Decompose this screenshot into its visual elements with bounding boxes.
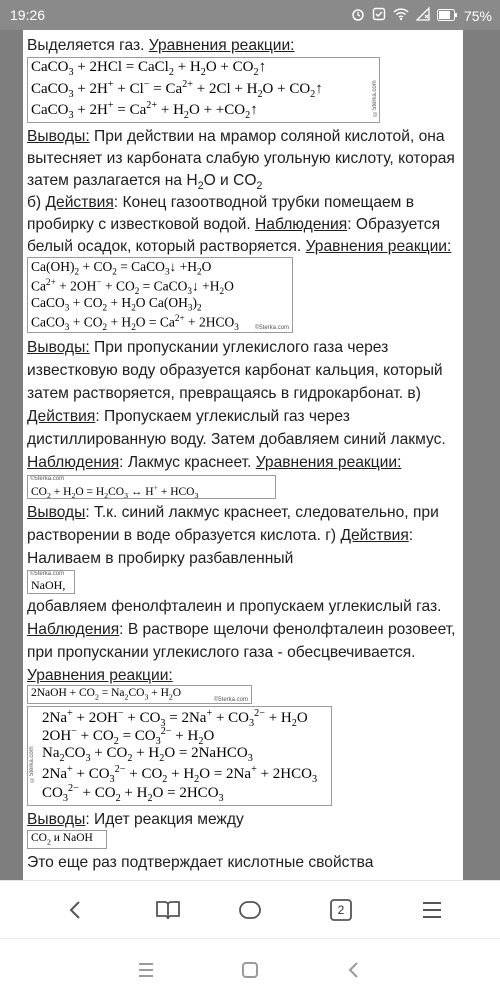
actions-label: Действия (340, 527, 409, 544)
text: : Конец газоотводной трубки помещаем в (113, 194, 415, 211)
equation-line: CaCO$_3$ + $2H^+ + Cl^- = Ca^{2+} + 2Cl + H_2O$ + $CO_2↑$ (31, 79, 323, 100)
text: пробирку с известковой водой. (27, 216, 256, 233)
equation-line: $CO_3^{2-} + CO_2 + H_2O = 2HCO_3$ (42, 783, 224, 804)
equations-heading: Уравнения реакции: (27, 667, 173, 684)
watermark: ©5terka.com (30, 571, 65, 577)
equation-line: $Ca^{2+} + 2OH^- + CO_2$ = CaCO$_3$↓ $+H_2O$ (31, 277, 234, 297)
equation-box-2 (27, 257, 293, 333)
conclusion-1-line-3: затем разлагается на $H_2O$ и $CO_2$ (27, 172, 263, 193)
watermark: ©5terka.com (254, 325, 289, 331)
chevron-left-icon (346, 961, 362, 979)
alarm-icon (351, 7, 365, 24)
conclusion-2-line-2: известковую воду образуется карбонат кальция, который (27, 362, 443, 379)
equation-line: $Ca(OH)_2 + CO_2$ = CaCO$_3$↓ $+H_2O$ (31, 259, 212, 277)
bookmarks-button[interactable] (145, 887, 191, 933)
home-button[interactable] (227, 887, 273, 933)
text-gas: Выделяется газ. (27, 37, 149, 54)
section-c-line-3 (27, 452, 401, 473)
equation-line: NaOH, (31, 578, 66, 592)
tabs-button[interactable] (318, 887, 364, 933)
browser-toolbar (0, 880, 500, 938)
observations-label: Наблюдения (27, 454, 120, 471)
section-b-line-1 (27, 192, 414, 213)
observations-label: Наблюдения (27, 621, 120, 638)
equation-line: 2NaOH + $CO_2 = Na_2CO_3 + H_2O$ (31, 687, 182, 702)
equation-box-1 (27, 57, 380, 123)
conclusion-3-line-1 (27, 502, 439, 523)
conclusion-label: Выводы: (27, 339, 90, 356)
section-d-line-3 (27, 619, 455, 640)
text: : Пропускаем углекислый газ через (95, 408, 350, 425)
battery-icon (437, 8, 457, 24)
equation-box-6 (27, 830, 107, 849)
status-bar (0, 0, 500, 30)
equation-box-4 (27, 685, 252, 704)
equation-box-naoh (27, 570, 75, 594)
text: растворении в воде образуется кислота. г) (27, 527, 341, 544)
left-margin (0, 30, 23, 880)
battery-percent: 75% (463, 7, 492, 24)
equation-line: $CO_2 + H_2O = H_2CO_3$ ↔ $H^+ + HCO_3$ (31, 483, 199, 499)
section-c-line-2: дистиллированную воду. Затем добавляем синий лакмус. (27, 431, 446, 448)
equation-box-5 (27, 706, 332, 806)
equations-heading-2 (27, 665, 173, 686)
text: : В растворе щелочи фенолфталеин розовеет, (119, 621, 456, 638)
system-navigation-bar (0, 938, 500, 999)
conclusion-3-line-2 (27, 525, 413, 546)
watermark: ©5terka.com (30, 476, 65, 482)
paragraph-gas (27, 35, 295, 56)
section-c-line-1 (27, 406, 350, 427)
tab-count: 2 (337, 903, 345, 917)
conclusion-1-line-2: вытесняет из карбоната слабую угольную кислоту, которая (27, 150, 455, 167)
equation-line: CaCO$_3$ + $2H^+ = Ca^{2+} + H_2O$ + $+CO_2↑$ (31, 100, 258, 121)
watermark: ©5terka.com (29, 746, 35, 782)
observations-label: Наблюдения (255, 216, 348, 233)
text: : Образуется (347, 216, 441, 233)
system-back-button[interactable] (331, 947, 377, 993)
conclusion-label: Выводы (27, 811, 86, 828)
conclusion-2-line-3: затем растворяется, превращаясь в гидрокарбонат. в) (27, 385, 421, 402)
recent-apps-button[interactable] (123, 947, 169, 993)
watermark: ©5terka.com (213, 697, 248, 703)
book-icon (155, 899, 181, 921)
back-button[interactable] (53, 887, 99, 933)
text: б) (27, 194, 46, 211)
right-margin (463, 30, 500, 880)
equation-line: $2Na^+ + CO_3^{2-} + CO_2 + H_2O = 2Na^+ + 2HCO_3$ (42, 764, 318, 785)
wifi-icon (393, 7, 409, 24)
equation-line: $2OH^- + CO_2 = CO_3^{2-} + H_2O$ (42, 726, 215, 747)
conclusion-label: Выводы: (27, 128, 90, 145)
section-d-line-4: при пропускании углекислого газа - обесцвечивается. (27, 644, 416, 661)
conclusion-4-line-1 (27, 809, 244, 830)
text: белый осадок, который растворяется. (27, 238, 306, 255)
actions-label: Действия (27, 408, 96, 425)
equation-line: $Na_2CO_3 + CO_2 + H_2O$ = 2NaHCO$_3$ (42, 745, 253, 764)
text: : (408, 527, 414, 544)
last-line: Это еще раз подтверждает кислотные свойства (27, 854, 374, 871)
actions-label: Действия (45, 194, 114, 211)
equation-box-3 (27, 475, 276, 499)
equation-line: CaCO$_3$ + $CO_2 + H_2O$ $Ca(OH_3)_2$ (31, 295, 202, 313)
text: : Идет реакция между (85, 811, 244, 828)
watermark: ©5terka.com (372, 80, 378, 116)
equation-line: CaCO$_3$ + $CO_2 + H_2O = Ca^{2+} + 2HCO_3$ (31, 313, 239, 333)
no-signal-icon (416, 7, 430, 24)
document-content (23, 30, 463, 880)
status-time: 19:26 (10, 7, 46, 23)
chevron-left-icon (65, 899, 87, 921)
section-b-line-3 (27, 236, 451, 257)
equation-line: $CO_2$ и NaOH (31, 832, 93, 847)
notification-box-icon (372, 7, 386, 24)
text: : Т.к. синий лакмус краснеет, следовательно, при (85, 504, 439, 521)
equation-line: $2Na^+ + 2OH^- + CO_3 = 2Na^+ + CO_3^{2-} + H_2O$ (42, 708, 308, 729)
home-icon (237, 899, 263, 921)
conclusion-label: Выводы (27, 504, 86, 521)
conclusion-1-line-1 (27, 126, 445, 147)
equations-heading: Уравнения реакции: (148, 37, 295, 54)
equation-line: CaCO$_3$ + 2HCl = CaCl$_2$ + $H_2O$ + $CO_2↑$ (31, 59, 267, 78)
equations-heading: Уравнения реакции: (255, 454, 402, 471)
text: При пропускании углекислого газа через (89, 339, 389, 356)
text: : Лакмус краснеет. (119, 454, 256, 471)
section-b-line-2 (27, 214, 440, 235)
system-home-button[interactable] (227, 947, 273, 993)
menu-button[interactable] (409, 887, 455, 933)
section-d-line-2: добавляем фенолфталеин и пропускаем углекислый газ. (27, 598, 442, 615)
menu-icon (420, 899, 444, 921)
status-icons (351, 7, 492, 24)
equations-heading: Уравнения реакции: (305, 238, 452, 255)
square-icon (241, 961, 259, 979)
text: При действии на мрамор соляной кислотой, она (89, 128, 445, 145)
section-d-line-1: Наливаем в пробирку разбавленный (27, 550, 294, 567)
recent-apps-icon (137, 962, 155, 978)
conclusion-2-line-1 (27, 337, 388, 358)
